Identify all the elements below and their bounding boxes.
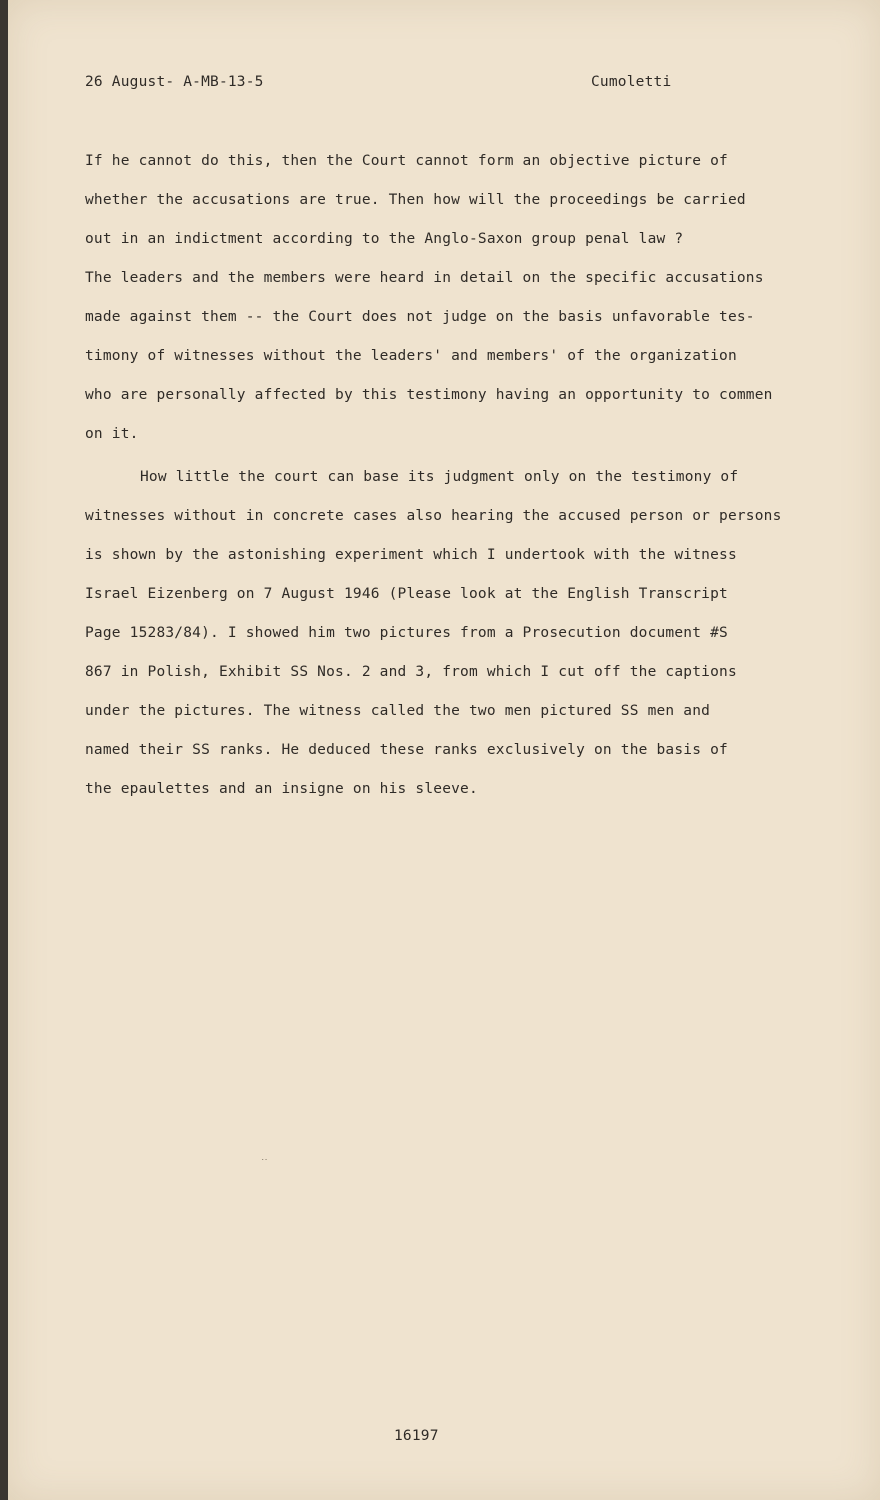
document-body	[85, 142, 845, 809]
text-line: 867 in Polish, Exhibit SS Nos. 2 and 3, from which I cut off the captions	[85, 664, 737, 680]
text-line: on it.	[85, 426, 139, 442]
text-line: witnesses without in concrete cases also hearing the accused person or persons	[85, 508, 782, 524]
author-name: Cumoletti	[591, 74, 672, 90]
document-page	[8, 0, 880, 1500]
paragraph-1	[85, 142, 845, 454]
paper-blemish: ․․	[261, 1152, 268, 1163]
text-line: named their SS ranks. He deduced these ranks exclusively on the basis of	[85, 742, 728, 758]
page-number: 16197	[394, 1428, 439, 1444]
document-reference: 26 August- A-MB-13-5	[85, 74, 264, 90]
text-line: the epaulettes and an insigne on his sleeve.	[85, 781, 478, 797]
paragraph-2	[85, 458, 845, 809]
text-line: Page 15283/84). I showed him two pictures from a Prosecution document #S	[85, 625, 728, 641]
text-line: whether the accusations are true. Then how will the proceedings be carried	[85, 192, 746, 208]
text-line: timony of witnesses without the leaders' and members' of the organization	[85, 348, 737, 364]
text-line: under the pictures. The witness called the two men pictured SS men and	[85, 703, 711, 719]
text-line: is shown by the astonishing experiment which I undertook with the witness	[85, 547, 737, 563]
text-line: who are personally affected by this testimony having an opportunity to commen	[85, 387, 773, 403]
text-line: How little the court can base its judgment only on the testimony of	[140, 469, 739, 485]
text-line: out in an indictment according to the Anglo-Saxon group penal law ?	[85, 231, 684, 247]
text-line: If he cannot do this, then the Court cannot form an objective picture of	[85, 153, 728, 169]
text-line: The leaders and the members were heard in detail on the specific accusations	[85, 270, 764, 286]
text-line: Israel Eizenberg on 7 August 1946 (Please look at the English Transcript	[85, 586, 728, 602]
text-line: made against them -- the Court does not judge on the basis unfavorable tes-	[85, 309, 755, 325]
